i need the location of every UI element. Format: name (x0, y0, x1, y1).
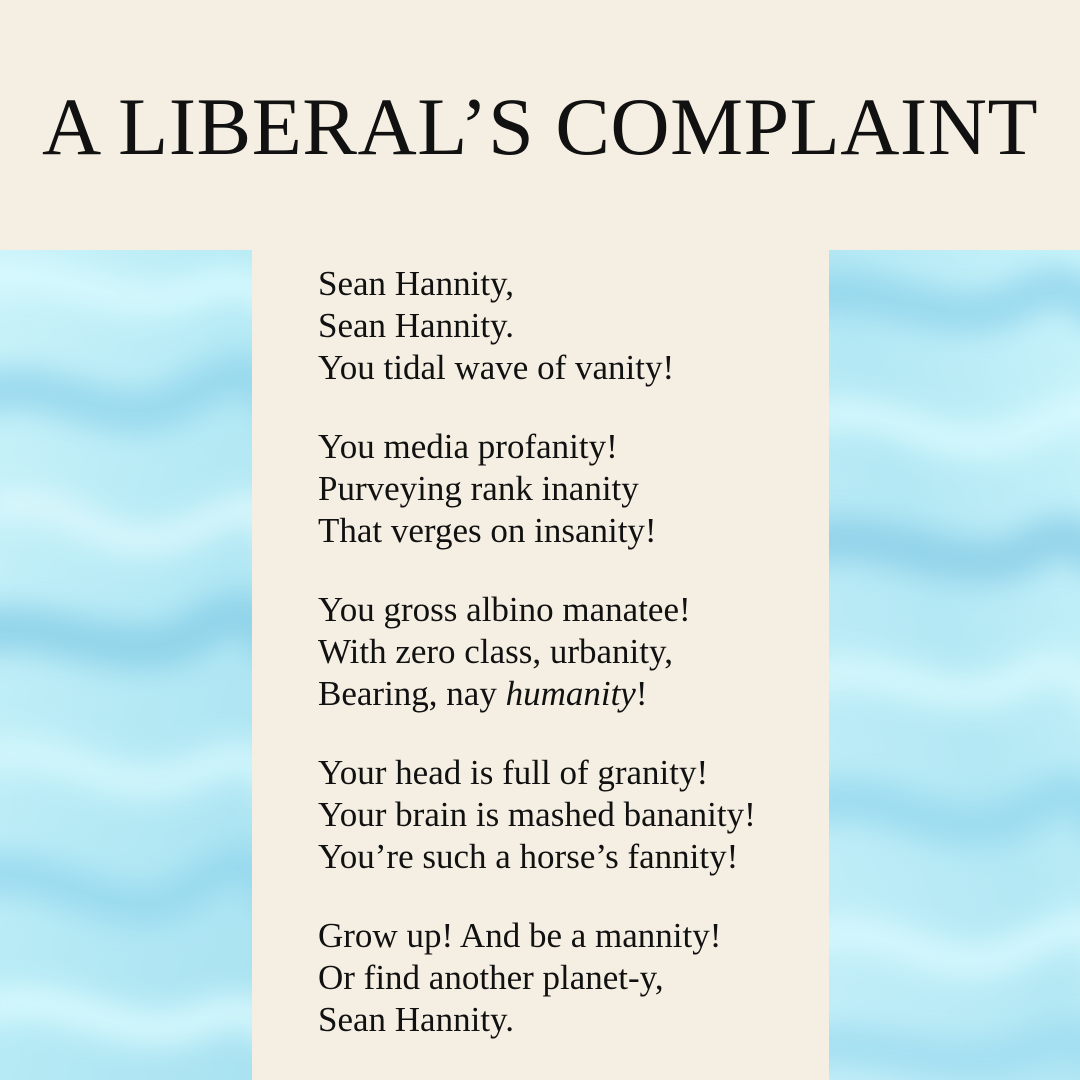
poem-line: Purveying rank inanity (318, 469, 639, 508)
poem-line: Sean Hannity, (318, 264, 515, 303)
poem-line: That verges on insanity! (318, 511, 657, 550)
poem-line: You tidal wave of vanity! (318, 348, 675, 387)
stanza-2 (318, 426, 756, 552)
line-text-before-italic: Bearing, nay (318, 674, 506, 713)
poem-line: Sean Hannity. (318, 1000, 515, 1039)
right-water-texture (829, 250, 1080, 1080)
stanza-3 (318, 589, 756, 715)
poem-text (318, 263, 756, 1041)
poem-line: Sean Hannity. (318, 306, 515, 345)
stanza-4 (318, 752, 756, 878)
poem-line: With zero class, urbanity, (318, 632, 673, 671)
poem-line: You media profanity! (318, 427, 618, 466)
italic-word: humanity (505, 674, 636, 713)
poem-line-with-italic (318, 673, 756, 715)
poem-title: A LIBERAL’S COMPLAINT (41, 81, 1039, 172)
poem-line: You gross albino manatee! (318, 590, 691, 629)
poem-panel (252, 250, 829, 1080)
poem-line: Your brain is mashed bananity! (318, 795, 756, 834)
poem-line: Grow up! And be a mannity! (318, 916, 722, 955)
title-band (0, 0, 1080, 250)
left-water-texture (0, 250, 252, 1080)
poem-line: Your head is full of granity! (318, 753, 709, 792)
stanza-1 (318, 263, 756, 389)
poem-line: You’re such a horse’s fannity! (318, 837, 739, 876)
stanza-5 (318, 915, 756, 1041)
line-text-after-italic: ! (635, 674, 648, 713)
poem-line: Or find another planet-y, (318, 958, 664, 997)
